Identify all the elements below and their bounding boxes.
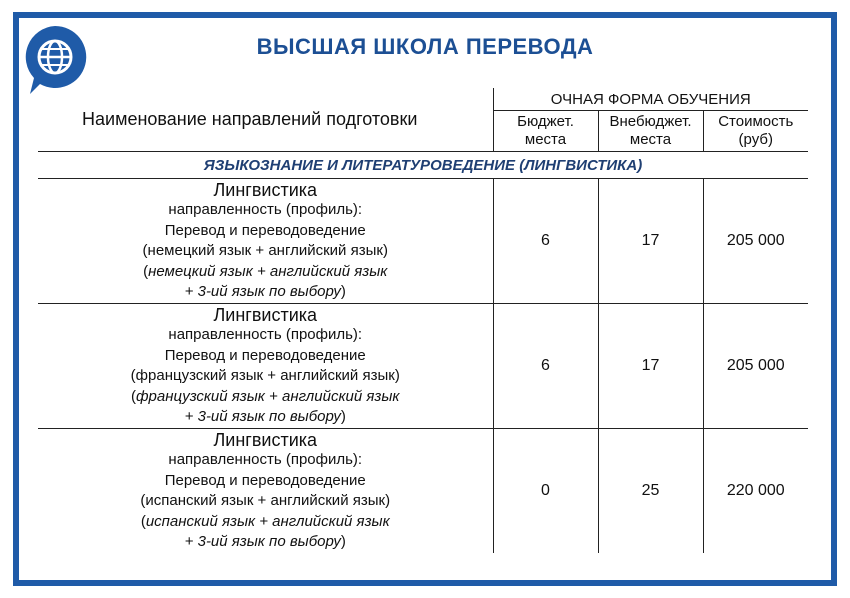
- column-header-budget: Бюджет. места: [493, 111, 598, 152]
- profile-label: направленность (профиль):: [168, 451, 363, 468]
- profile-label: направленность (профиль):: [168, 201, 363, 218]
- programs-table: [38, 88, 808, 553]
- program-name: Лингвистика: [213, 304, 318, 325]
- globe-icon: [22, 24, 88, 96]
- profile-name: Перевод и переводоведение: [164, 346, 366, 364]
- languages-alt: (испанский язык + английский язык: [140, 512, 390, 530]
- program-name: Лингвистика: [213, 179, 318, 200]
- languages-alt: (французский язык + английский язык: [130, 387, 400, 405]
- profile-label: направленность (профиль):: [168, 326, 363, 343]
- column-header-cost: Стоимость (руб): [703, 111, 808, 152]
- paid-places: 25: [598, 429, 703, 554]
- column-header-name: Наименование направлений подготовки: [38, 88, 493, 152]
- languages-alt-2: + 3-ий язык по выбору): [184, 283, 346, 300]
- languages-alt: (немецкий язык + английский язык: [143, 262, 388, 280]
- cost: 220 000: [703, 429, 808, 554]
- table-row: [38, 429, 808, 554]
- budget-places: 0: [493, 429, 598, 554]
- cost: 205 000: [703, 304, 808, 429]
- languages: (испанский язык + английский язык): [140, 492, 391, 509]
- table-row: [38, 179, 808, 304]
- program-name: Лингвистика: [213, 429, 318, 450]
- program-description: [38, 429, 493, 554]
- program-description: [38, 304, 493, 429]
- section-title: ЯЗЫКОЗНАНИЕ И ЛИТЕРАТУРОВЕДЕНИЕ (ЛИНГВИСТИКА): [38, 152, 808, 179]
- languages-alt-2: + 3-ий язык по выбору): [184, 408, 346, 425]
- cost: 205 000: [703, 179, 808, 304]
- page-title: ВЫСШАЯ ШКОЛА ПЕРЕВОДА: [256, 34, 594, 59]
- column-header-paid: Внебюджет. места: [598, 111, 703, 152]
- paid-places: 17: [598, 304, 703, 429]
- languages: (немецкий язык + английский язык): [142, 242, 388, 259]
- program-description: [38, 179, 493, 304]
- profile-name: Перевод и переводоведение: [164, 471, 366, 489]
- table-row: [38, 304, 808, 429]
- budget-places: 6: [493, 179, 598, 304]
- languages: (французский язык + английский язык): [130, 367, 400, 384]
- languages-alt-2: + 3-ий язык по выбору): [184, 533, 346, 550]
- budget-places: 6: [493, 304, 598, 429]
- profile-name: Перевод и переводоведение: [164, 221, 366, 239]
- column-header-form: ОЧНАЯ ФОРМА ОБУЧЕНИЯ: [493, 88, 808, 111]
- paid-places: 17: [598, 179, 703, 304]
